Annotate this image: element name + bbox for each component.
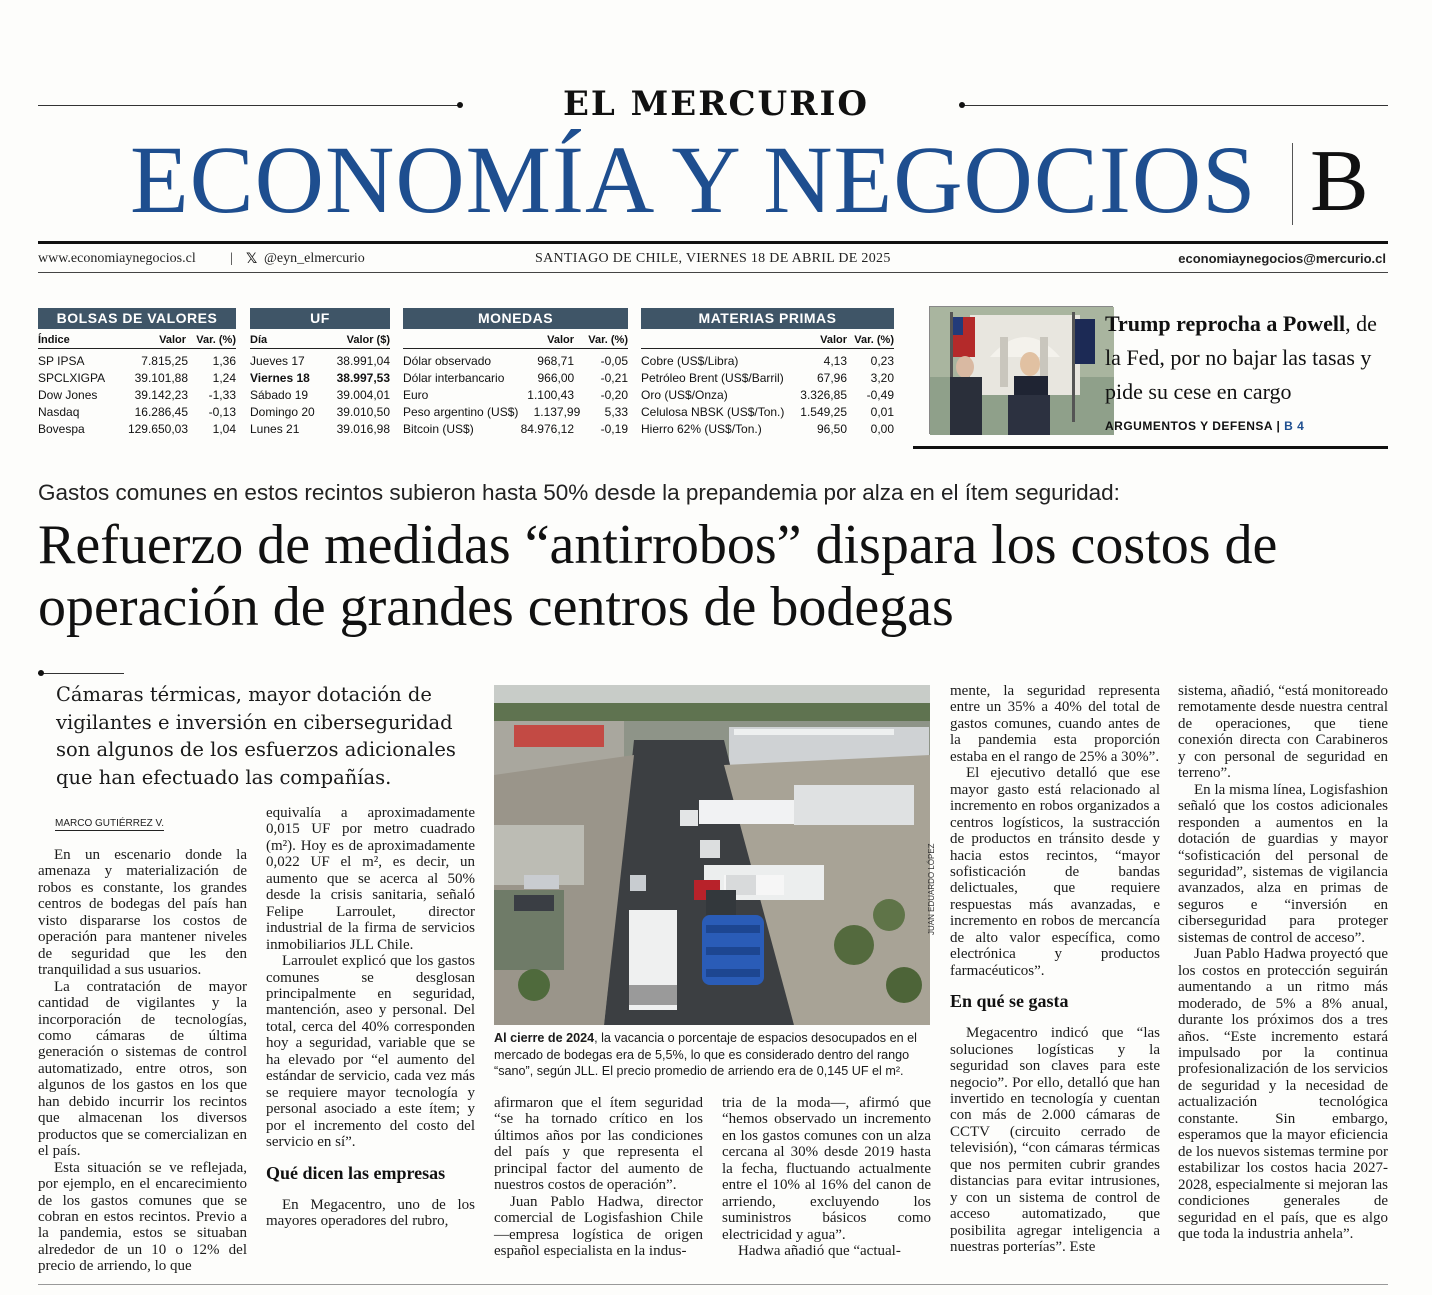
cell: Lunes 21 [250,422,300,436]
table-row [250,421,390,438]
teaser-page-ref: B 4 [1284,419,1305,433]
dateline: SANTIAGO DE CHILE, VIERNES 18 DE ABRIL DE 2025 [535,251,891,266]
cell: 1.549,25 [800,405,847,419]
cell: -0,49 [866,388,894,402]
cell: 4,13 [823,354,847,368]
uf-title: UF [250,308,390,329]
cell: Jueves 17 [250,354,305,368]
col-header: Índice [38,334,70,346]
article-column-1 [38,847,247,1275]
caption-bold: Al cierre de 2024 [494,1031,595,1045]
table-row [403,370,628,387]
cell: 0,23 [870,354,894,368]
cell: -1,33 [208,388,236,402]
materias-table [641,308,894,438]
table-row [641,370,894,387]
teaser-section-ref[interactable] [1105,419,1304,433]
cell: 67,96 [816,371,847,385]
page-bottom-rule [38,1284,1388,1285]
cell: Petróleo Brent (US$/Barril) [641,371,784,385]
cell: 968,71 [537,354,574,368]
cell: Bitcoin (US$) [403,422,474,436]
paragraph: Larroulet explicó que los gastos comunes se desglosan principalmente en seguridad, mantención, aseo y personal. Del total, cerca del 40% corresponden hoy a seguridad, variable que se ha elevado por “el aumento del estándar de servicio, cada vez más se requiere mayor tecnología y personal asociado a este ítem; y por el incremento del costo del servicio en sí”. [266,953,475,1151]
paragraph: Hadwa añadió que “actual- [738,1243,901,1260]
cell: Oro (US$/Onza) [641,388,728,402]
cell: SP IPSA [38,354,85,368]
col-header: Var. (%) [196,334,236,346]
table-row [250,404,390,421]
table-row [641,421,894,438]
table-row [38,353,236,370]
paragraph: En Megacentro, uno de los mayores operadores del rubro, [266,1196,475,1229]
monedas-header-row [403,331,628,349]
paragraph: Esta situación se ve reflejada, por ejemplo, en el encarecimiento de los gastos comunes que se cobran en estos recintos. Previo a la pandemia, estos se situaban alrededor de un 10 o 12% del precio de arriendo, lo que [38,1159,247,1275]
caption-rest: , la vacancia o porcentaje de espacios desocupados en el mercado de bodegas era de 5,5%, lo que es considerado dentro del rango “sano”, según JLL. El precio promedio de arriendo era de 0,145 UF el m². [494,1031,917,1078]
col-header: Valor ($) [346,334,390,346]
teaser-headline[interactable] [1105,307,1385,409]
table-row [403,353,628,370]
cell: 966,00 [537,371,575,385]
table-row [38,421,236,438]
table-row [250,353,390,370]
col-header: Var. (%) [588,334,628,346]
cell: Dólar interbancario [403,371,505,385]
table-row [38,387,236,404]
teaser-separator: | [1276,419,1281,433]
email-link[interactable]: economiaynegocios@mercurio.cl [1178,251,1386,266]
section-letter-divider [1292,143,1293,225]
cell: Sábado 19 [250,388,309,402]
cell: Domingo 20 [250,405,315,419]
cell: 39.142,23 [134,388,188,402]
cell: 5,33 [604,405,628,419]
cell: 1,24 [212,371,236,385]
lead-dot [38,670,44,676]
teaser-section-name: ARGUMENTOS Y DEFENSA [1105,419,1273,433]
article-column-4 [722,1095,931,1260]
subhead-en-que-se-gasta: En qué se gasta [950,991,1069,1012]
article-lead: Cámaras térmicas, mayor dotación de vigilantes e inversión en ciberseguridad son algunos de los esfuerzos adicionales que han efectuado las compañías. [56,683,456,789]
table-row [641,404,894,421]
cell: Bovespa [38,422,85,436]
bolsas-title: BOLSAS DE VALORES [38,308,236,329]
table-row-highlight [250,370,390,387]
cell: -0,19 [600,422,628,436]
table-row [403,404,628,421]
cell: 84.976,12 [520,422,574,436]
cell: 3.326,85 [800,388,847,402]
photo-caption [494,1030,932,1080]
section-letter: B [1310,133,1369,230]
materias-title: MATERIAS PRIMAS [641,308,894,329]
cell: -0,21 [600,371,628,385]
table-row [641,353,894,370]
paragraph: El ejecutivo detalló que ese mayor gasto está relacionado al incremento en robos organizados a centros logísticos, la sustracción de productos en tránsito desde y hacia estos recintos, “mayor sofisticación de bandas delictuales, que requiere respuestas más avanzadas, e incremento en robos de mercancía de alto valor específica, como electrónica y productos farmacéuticos”. [950,765,1160,979]
cell: 96,50 [816,422,847,436]
table-row [38,370,236,387]
cell: 39.010,50 [336,405,390,419]
paragraph: sistema, añadió, “está monitoreado remotamente desde nuestra central de operaciones, que tiene conexión directa con Carabineros y con personal de seguridad en terreno”. [1178,683,1388,782]
masthead-bottom-rule [38,241,1388,244]
paper-name: EL MERCURIO [563,84,869,124]
col-header [403,331,504,348]
cell: Dólar observado [403,354,492,368]
cell: SPCLXIGPA [38,371,106,385]
teaser-bottom-rule [913,446,1388,449]
section-title: ECONOMÍA Y NEGOCIOS [130,126,1257,233]
cell: 1.137,99 [533,405,581,419]
paragraph: tria de la moda—, afirmó que “hemos observado un incremento en los gastos comunes con un alza cercana al 30% desde 2019 hasta la fecha, fluctuando actualmente entre el 10% al 16% del canon de arriendo, excluyendo los suministros básicos como electricidad y agua”. [722,1095,931,1243]
cell: 3,20 [870,371,894,385]
monedas-table [403,308,628,438]
x-handle-link[interactable]: @eyn_elmercurio [264,251,365,266]
cell: Peso argentino (US$) [403,405,519,419]
cell: 38.991,04 [336,354,390,368]
cell: 0,01 [870,405,894,419]
cell: 7.815,25 [141,354,188,368]
cell: Euro [403,388,429,402]
teaser-headline-bold: Trump reprocha a Powell [1105,311,1346,336]
table-row [38,404,236,421]
table-row [641,387,894,404]
col-header: Valor [547,334,574,346]
cell: 39.016,98 [336,422,390,436]
teaser-photo-art [930,307,1114,435]
paragraph: En la misma línea, Logisfashion señaló que los costos adicionales responden a aumentos en la dotación de guardias y mayor “sofisticación del personal de seguridad”, sistemas de vigilancia avanzados, alza en primas de seguros e “inversión en ciberseguridad para proteger sistemas de control de acceso”. [1178,781,1388,946]
cell: -0,20 [600,388,628,402]
infobar-separator: | [230,251,233,266]
col-header: Var. (%) [854,334,894,346]
monedas-title: MONEDAS [403,308,628,329]
table-row [403,387,628,404]
cell: 0,00 [870,422,894,436]
paragraph: afirmaron que el ítem seguridad “se ha tornado crítico en los últimos años por las condiciones del país y que representa el principal factor del aumento de nuestros costos de operación”. [494,1095,703,1194]
cell: Viernes 18 [250,371,310,385]
x-icon: 𝕏 [246,251,258,267]
website-link[interactable]: www.economiaynegocios.cl [38,251,196,266]
article-headline: Refuerzo de medidas “antirrobos” dispara los costos de operación de grandes centros de bodegas [38,514,1278,638]
cell: Cobre (US$/Libra) [641,354,739,368]
lead-rule [38,673,124,674]
subhead-que-dicen: Qué dicen las empresas [266,1162,446,1183]
teaser-photo[interactable] [929,306,1113,434]
col-header [641,331,789,348]
cell: 1,04 [212,422,236,436]
col-header: Valor [820,334,847,346]
cell: Hierro 62% (US$/Ton.) [641,422,762,436]
cell: 129.650,03 [127,422,188,436]
col-header: Día [250,334,268,346]
article-byline: MARCO GUTIÉRREZ V. [55,818,165,829]
cell: -0,13 [208,405,236,419]
article-column-5 [950,683,1160,1256]
paragraph: Juan Pablo Hadwa, director comercial de Logisfashion Chile —empresa logística de origen español especialista en la indus- [494,1193,703,1260]
photo-credit: JUAN EDUARDO LÓPEZ [927,843,936,935]
materias-header-row [641,331,894,349]
bolsas-header-row [38,331,236,349]
paragraph: mente, la seguridad representa entre un 35% a 40% del total de gastos comunes, cuando antes de la pandemia esta proporción estaba en el rango de 25% a 30%”. [950,683,1160,765]
uf-table [250,308,390,438]
paragraph: La contratación de mayor cantidad de vigilantes y la incorporación de tecnologías, como cámaras de última generación o sistemas de control automatizado, entre otros, son algunos de los gastos en los que han debido incurrir los recintos que almacenan los diversos productos que se comercializan en el país. [38,978,247,1160]
bolsas-table [38,308,236,438]
paragraph: Megacentro indicó que “las soluciones logísticas y la seguridad son claves para este negocio”. Por ello, detalló que han invertido en tecnología y cuentan con más de 2.000 cámaras de CCTV (circuito cerrado de televisión), “con cámaras térmicas que nos permiten cubrir grandes distancias para evitar intrusiones, y con un sistema de control de acceso automatizado, que posibilita agregar inteligencia a nuestras porterías”. Este [950,1025,1160,1256]
cell: 39.101,88 [134,371,188,385]
paragraph: En un escenario donde la amenaza y materialización de robos es constante, los grandes centros de bodegas del país han visto dispararse los costos de operación para mantener niveles de seguridad que les den tranquilidad a sus usuarios. [38,847,247,979]
article-column-6 [1178,683,1388,1242]
cell: Celulosa NBSK (US$/Ton.) [641,405,785,419]
cell: 39.004,01 [336,388,390,402]
cell: 38.997,53 [336,371,390,385]
warehouse-aerial-photo [494,685,930,1025]
table-row [250,387,390,404]
cell: Dow Jones [38,388,98,402]
uf-header-row [250,331,390,349]
cell: 16.286,45 [134,405,188,419]
cell: 1.100,43 [527,388,574,402]
article-column-2 [266,805,475,1229]
article-column-3 [494,1095,703,1260]
paragraph: Juan Pablo Hadwa proyectó que los costos en protección seguirán aumentando a un ritmo más moderado, de 5% a 8% anual, durante los próximos dos a tres años. “Este incremento estará impulsado por la continua profesionalización de los servicios de seguridad y la necesidad de actualización tecnológica constante. Sin embargo, esperamos que la mayor eficiencia de los nuevos sistemas termine por estabilizar los costos hacia 2027-2028, especialmente si mejoran las condiciones generales de seguridad en el país, que es algo que toda la industria anhela”. [1178,946,1388,1242]
cell: Nasdaq [38,405,80,419]
cell: -0,05 [600,354,628,368]
table-row [403,421,628,438]
article-photo[interactable] [494,685,930,1025]
article-kicker: Gastos comunes en estos recintos subieron hasta 50% desde la prepandemia por alza en el ítem seguridad: [38,480,1120,505]
infobar-bottom-rule [38,272,1388,273]
teaser-headline-rest: , de la Fed, por no bajar las tasas y pide su cese en cargo [1105,311,1377,404]
paragraph: equivalía a aproximadamente 0,015 UF por metro cuadrado (m²). Hoy es de aproximadamente 0,022 UF el m², es decir, un aumento que se acerca al 50% desde la crisis sanitaria, señaló Felipe Larroulet, director industrial de la firma de servicios inmobiliarios JLL Chile. [266,805,475,953]
col-header: Valor [159,334,186,346]
cell: 1,36 [212,354,236,368]
